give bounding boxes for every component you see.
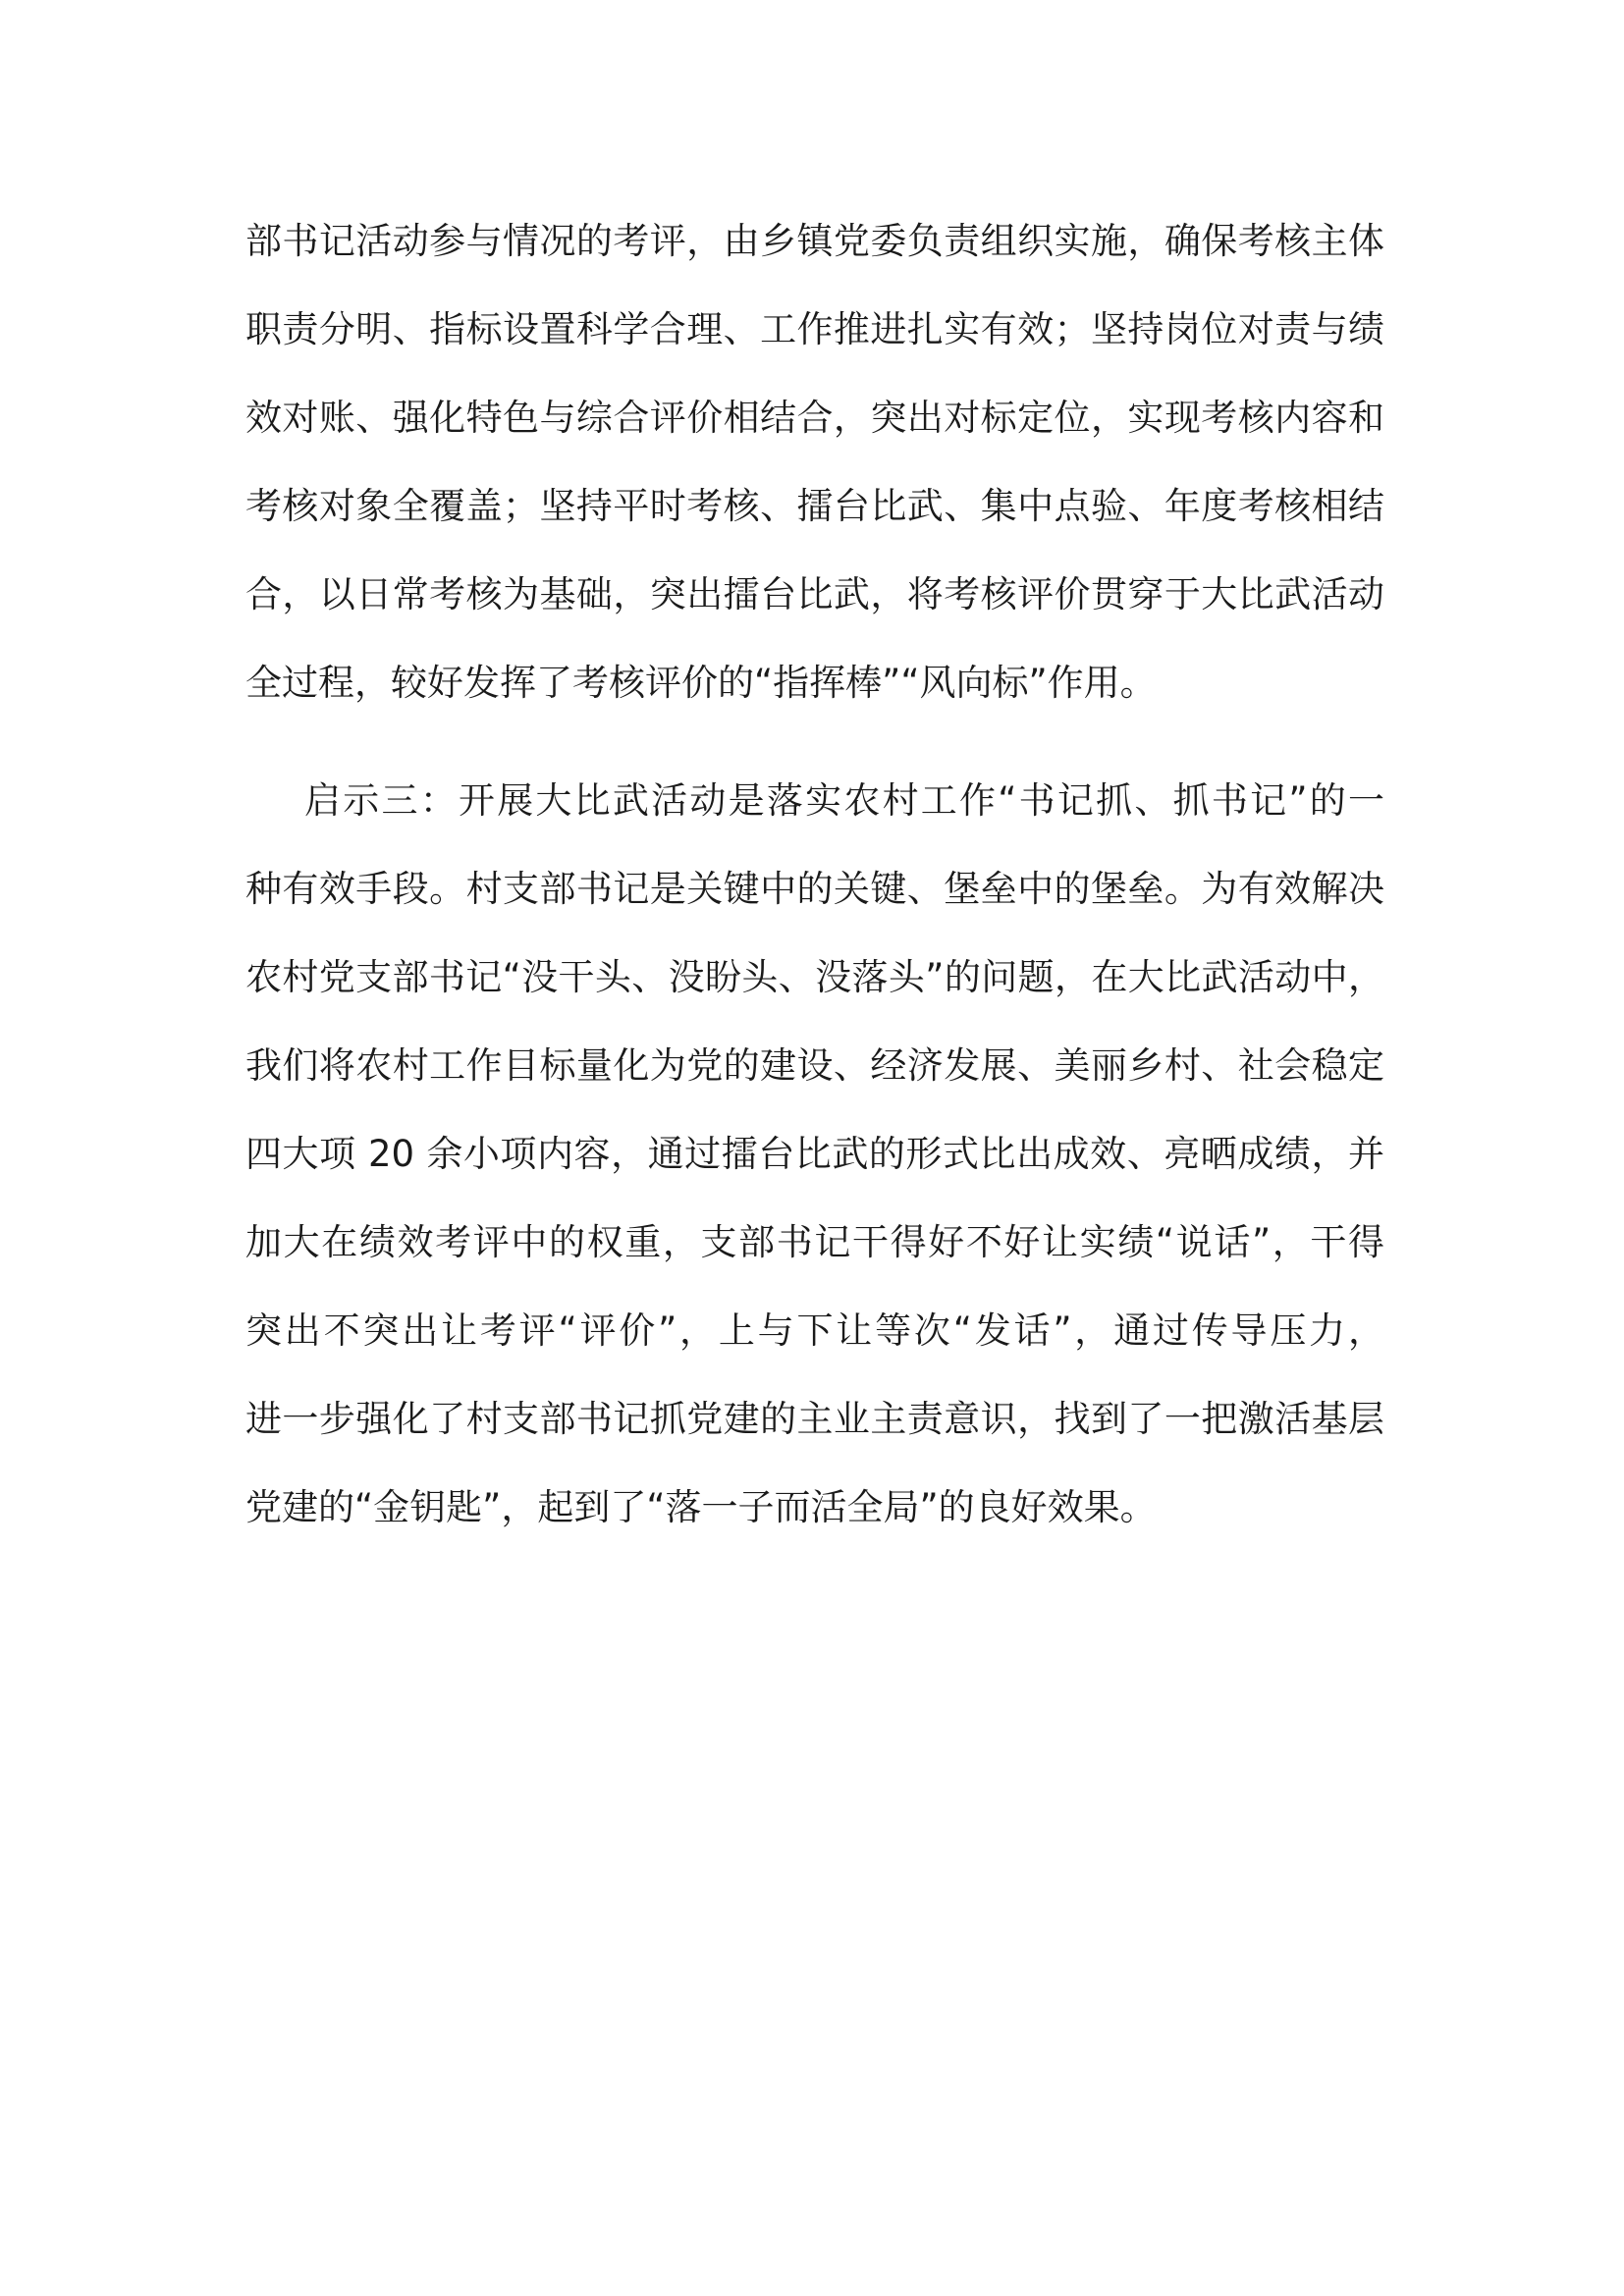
paragraph-2-line: 我们将农村工作目标量化为党的建设、经济发展、美丽乡村、社会稳定	[245, 1044, 1384, 1087]
paragraph-2-line: 进一步强化了村支部书记抓党建的主业主责意识，找到了一把激活基层	[245, 1398, 1384, 1440]
paragraph-1-line: 考核对象全覆盖；坚持平时考核、擂台比武、集中点验、年度考核相结	[245, 485, 1384, 527]
paragraph-1-line: 合，以日常考核为基础，突出擂台比武，将考核评价贯穿于大比武活动	[245, 573, 1384, 615]
paragraph-1-line: 职责分明、指标设置科学合理、工作推进扎实有效；坚持岗位对责与绩	[245, 308, 1384, 350]
paragraph-2-line: 启示三：开展大比武活动是落实农村工作“书记抓、抓书记”的一	[304, 779, 1384, 822]
paragraph-2-line: 加大在绩效考评中的权重，支部书记干得好不好让实绩“说话”，干得	[245, 1221, 1384, 1263]
paragraph-1-line: 部书记活动参与情况的考评，由乡镇党委负责组织实施，确保考核主体	[245, 220, 1384, 262]
paragraph-1-line: 全过程，较好发挥了考核评价的“指挥棒”“风向标”作用。	[245, 662, 1157, 704]
paragraph-2-line: 四大项 20 余小项内容，通过擂台比武的形式比出成效、亮晒成绩，并	[245, 1133, 1384, 1175]
paragraph-2-line: 党建的“金钥匙”，起到了“落一子而活全局”的良好效果。	[245, 1486, 1157, 1528]
paragraph-2-line: 突出不突出让考评“评价”，上与下让等次“发话”，通过传导压力，	[245, 1309, 1384, 1352]
paragraph-2-line: 农村党支部书记“没干头、没盼头、没落头”的问题，在大比武活动中，	[245, 956, 1384, 998]
paragraph-2-line: 种有效手段。村支部书记是关键中的关键、堡垒中的堡垒。为有效解决	[245, 868, 1384, 910]
paragraph-1-line: 效对账、强化特色与综合评价相结合，突出对标定位，实现考核内容和	[245, 397, 1384, 439]
